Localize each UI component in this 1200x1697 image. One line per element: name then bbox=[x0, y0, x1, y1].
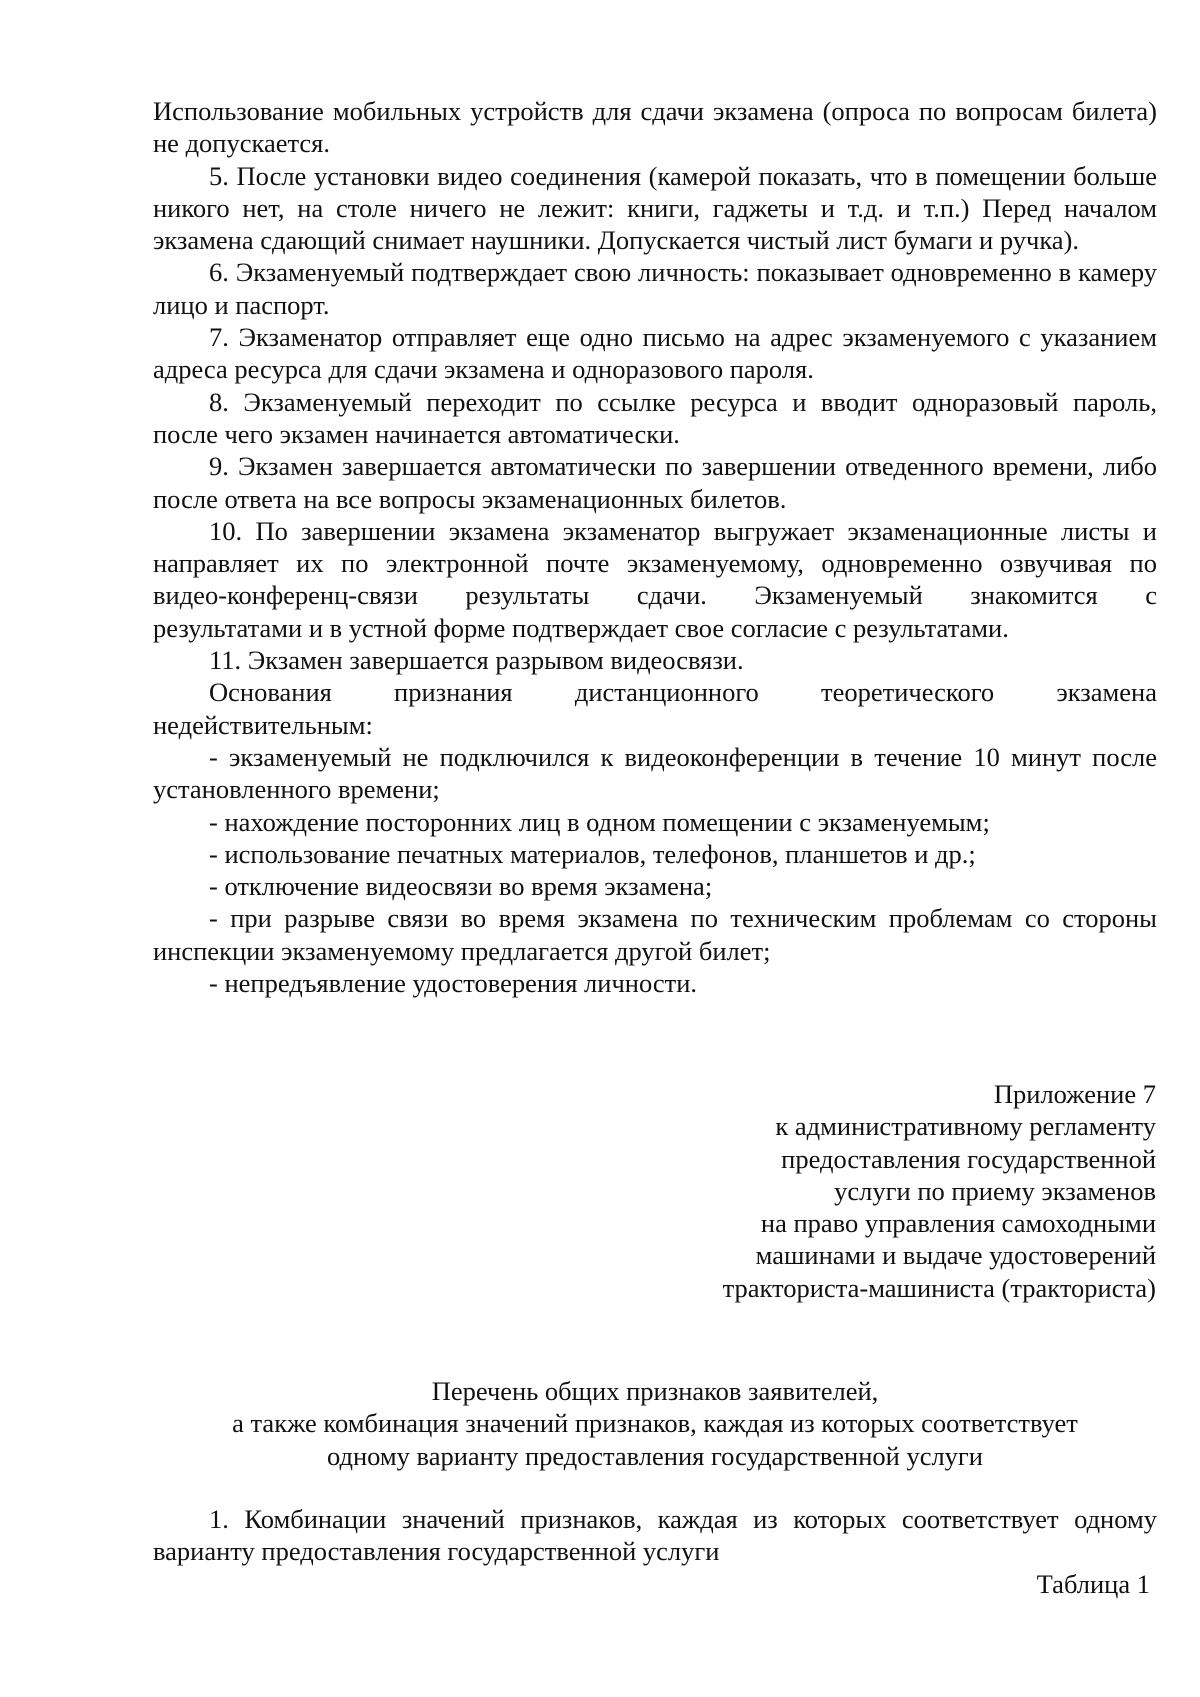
ground-item-no-connection: - экзаменуемый не подключился к видеоконференции в течение 10 минут после установленного времени; bbox=[153, 741, 1157, 805]
section-1-text: 1. Комбинации значений признаков, каждая из которых соответствует одному варианту предоставления государственной услуги bbox=[153, 1504, 1157, 1567]
list-title-line-1: Перечень общих признаков заявителей, bbox=[431, 1376, 879, 1406]
appendix-line-6: машинами и выдаче удостоверений bbox=[755, 1240, 1156, 1271]
ground-item-no-id: - непредъявление удостоверения личности. bbox=[209, 968, 698, 999]
paragraph-invalidity-grounds bbox=[153, 676, 1157, 741]
ground-item-materials: - использование печатных материалов, телефонов, планшетов и др.; bbox=[209, 838, 976, 869]
appendix-line-3: предоставления государственной bbox=[781, 1143, 1156, 1174]
list-title-line-3: одному варианту предоставления государственной услуги bbox=[327, 1440, 983, 1471]
appendix-line-1: Приложение 7 bbox=[993, 1079, 1156, 1109]
appendix-line-7: тракториста-машиниста (тракториста) bbox=[722, 1272, 1156, 1303]
paragraph-item-7: 7. Экзаменатор отправляет еще одно письмо на адрес экзаменуемого с указанием адреса ресурса для сдачи экзамена и одноразового пароля. bbox=[153, 322, 1157, 385]
ground-item-connection-break: - при разрыве связи во время экзамена по техническим проблемам со стороны инспекции экзаменуемому предлагается другой билет; bbox=[153, 903, 1157, 966]
list-title bbox=[153, 1375, 1157, 1472]
paragraph-item-10-part-a: 10. По завершении экзамена экзаменатор выгружает экзаменационные листы и направляет их по электронной почте экзаменуемому, одновременно озвучивая по bbox=[153, 515, 1157, 579]
appendix-line-4: услуги по приему экзаменов bbox=[834, 1175, 1156, 1206]
paragraph-item-8: 8. Экзаменуемый переходит по ссылке ресурса и вводит одноразовый пароль, после чего экзамен начинается автоматически. bbox=[153, 386, 1157, 449]
section-1 bbox=[153, 1503, 1157, 1568]
list-title-line-2: а также комбинация значений признаков, каждая из которых соответствует bbox=[232, 1408, 1078, 1439]
paragraph-item-11: 11. Экзамен завершается разрывом видеосвязи. bbox=[209, 645, 744, 676]
invalidity-grounds-title-part-b: недействительным: bbox=[153, 709, 373, 740]
appendix-header bbox=[596, 1078, 1156, 1304]
ground-item-video-off: - отключение видеосвязи во время экзамена; bbox=[209, 871, 713, 902]
appendix-line-5: на право управления самоходными bbox=[760, 1208, 1156, 1239]
document-body bbox=[153, 95, 1157, 999]
invalidity-grounds-title-part-a: Основания признания дистанционного теоретического экзамена bbox=[209, 677, 1157, 708]
paragraph-item-10-part-b: видео-конференц-связи результаты сдачи. Экзаменуемый знакомится с bbox=[153, 580, 1157, 611]
paragraph-item-10-part-c: результатами и в устной форме подтверждает свое согласие с результатами. bbox=[153, 612, 1009, 643]
paragraph-mobile-devices: Использование мобильных устройств для сдачи экзамена (опроса по вопросам билета) не допускается. bbox=[153, 96, 1157, 159]
ground-item-outsiders: - нахождение посторонних лиц в одном помещении с экзаменуемым; bbox=[209, 806, 990, 837]
paragraph-item-5: 5. После установки видео соединения (камерой показать, что в помещении больше никого нет, на столе ничего не лежит: книги, гаджеты и т.д. и т.п.) Перед началом экзамена сдающий снимает наушники. Допускается чистый лист бумаги и ручка). bbox=[153, 160, 1157, 256]
appendix-line-2: к административному регламенту bbox=[775, 1111, 1156, 1142]
table-caption: Таблица 1 bbox=[1036, 1569, 1150, 1599]
paragraph-item-6: 6. Экзаменуемый подтверждает свою личность: показывает одновременно в камеру лицо и паспорт. bbox=[153, 257, 1157, 320]
paragraph-item-10 bbox=[153, 515, 1157, 644]
paragraph-item-9: 9. Экзамен завершается автоматически по завершении отведенного времени, либо после ответа на все вопросы экзаменационных билетов. bbox=[153, 451, 1157, 514]
